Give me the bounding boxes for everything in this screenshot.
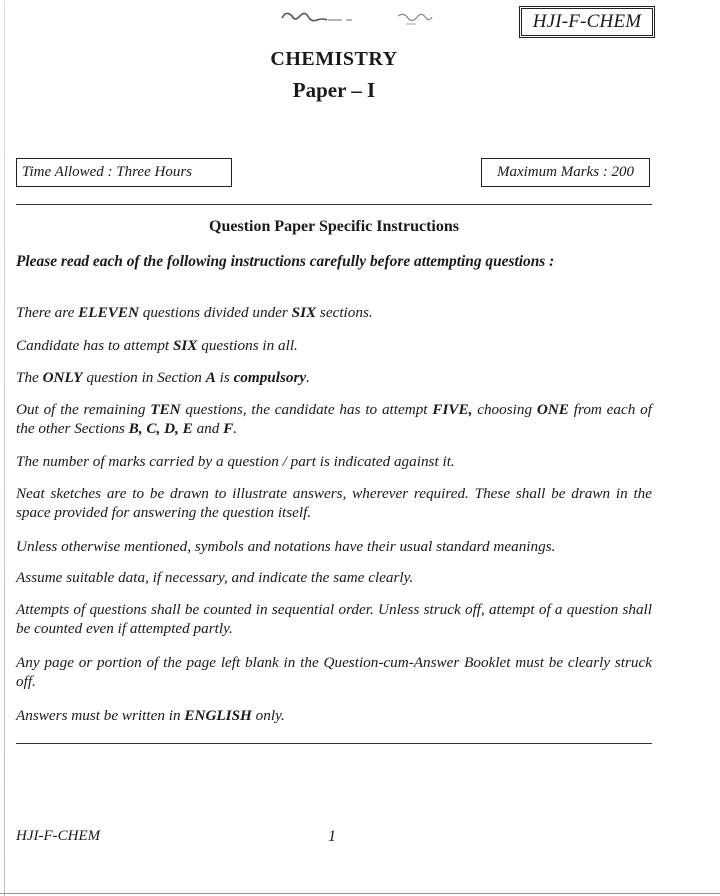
instruction-item: Assume suitable data, if necessary, and indicate the same clearly.	[16, 569, 414, 586]
instruction-item	[16, 303, 652, 322]
instruction-text: Candidate has to attempt	[16, 337, 173, 354]
instruction-text: is	[215, 369, 234, 386]
instruction-item	[16, 600, 652, 638]
instruction-emphasis: B, C, D, E	[128, 420, 193, 437]
page-number: 1	[328, 828, 336, 845]
instruction-item	[16, 336, 652, 355]
top-divider	[16, 204, 652, 205]
instruction-emphasis: ONLY	[42, 369, 83, 386]
instruction-text: .	[306, 369, 310, 386]
instruction-item	[16, 400, 652, 438]
page-edge-bottom	[0, 893, 720, 894]
instruction-emphasis: A	[205, 369, 216, 386]
instruction-emphasis: compulsory	[233, 369, 307, 386]
instruction-emphasis: ELEVEN	[78, 304, 139, 321]
time-allowed-box: Time Allowed : Three Hours	[16, 158, 232, 187]
paper-code-badge: HJI-F-CHEM	[521, 8, 653, 36]
instruction-item	[16, 706, 652, 725]
instruction-text: only.	[251, 707, 285, 724]
instruction-text: Attempts of questions shall be counted in sequential order. Unless struck off, attempt of a question shall be counted even if attempted partly.	[16, 601, 652, 637]
instructions-lead: Please read each of the following instructions carefully before attempting questions :	[16, 253, 555, 270]
instruction-text: questions, the candidate has to attempt	[180, 401, 433, 418]
instruction-text: Out of the remaining	[16, 401, 151, 418]
instruction-text: sections.	[316, 304, 373, 321]
instruction-emphasis: SIX	[172, 337, 198, 354]
instruction-item: Neat sketches are to be drawn to illustrate answers, wherever required. These shall be drawn in the space provided for answering the question itself.	[16, 485, 652, 521]
instruction-emphasis: ENGLISH	[184, 707, 252, 724]
footer-paper-code: HJI-F-CHEM	[16, 828, 101, 844]
instruction-text: question in Section	[82, 369, 206, 386]
instruction-item: Unless otherwise mentioned, symbols and notations have their usual standard meanings.	[16, 538, 556, 555]
instruction-emphasis: SIX	[291, 304, 317, 321]
paper-number: Paper – I	[292, 78, 376, 102]
instruction-text: .	[233, 420, 238, 437]
bottom-divider	[16, 743, 652, 744]
instruction-emphasis: FIVE,	[432, 401, 473, 418]
instruction-emphasis: F	[223, 420, 234, 437]
instruction-item: Any page or portion of the page left blank in the Question-cum-Answer Booklet must be clearly struck off.	[16, 654, 652, 690]
instruction-text: questions divided under	[138, 304, 292, 321]
instruction-text: choosing	[472, 401, 537, 418]
instruction-emphasis: ONE	[536, 401, 569, 418]
instruction-emphasis: TEN	[150, 401, 181, 418]
instruction-text: and	[192, 420, 224, 437]
instruction-item: The number of marks carried by a question / part is indicated against it.	[16, 453, 455, 470]
instruction-text: There are	[16, 304, 79, 321]
instruction-text: from each of the other Sections	[16, 401, 652, 437]
scan-smudge-mark	[280, 4, 450, 32]
page-edge	[4, 0, 5, 896]
subject-title: CHEMISTRY	[270, 48, 398, 70]
instructions-heading: Question Paper Specific Instructions	[209, 218, 459, 235]
instruction-text: questions in all.	[197, 337, 298, 354]
instruction-text: The	[16, 369, 43, 386]
instruction-item	[16, 368, 652, 387]
maximum-marks-box: Maximum Marks : 200	[481, 158, 650, 187]
instruction-text: Answers must be written in	[16, 707, 185, 724]
